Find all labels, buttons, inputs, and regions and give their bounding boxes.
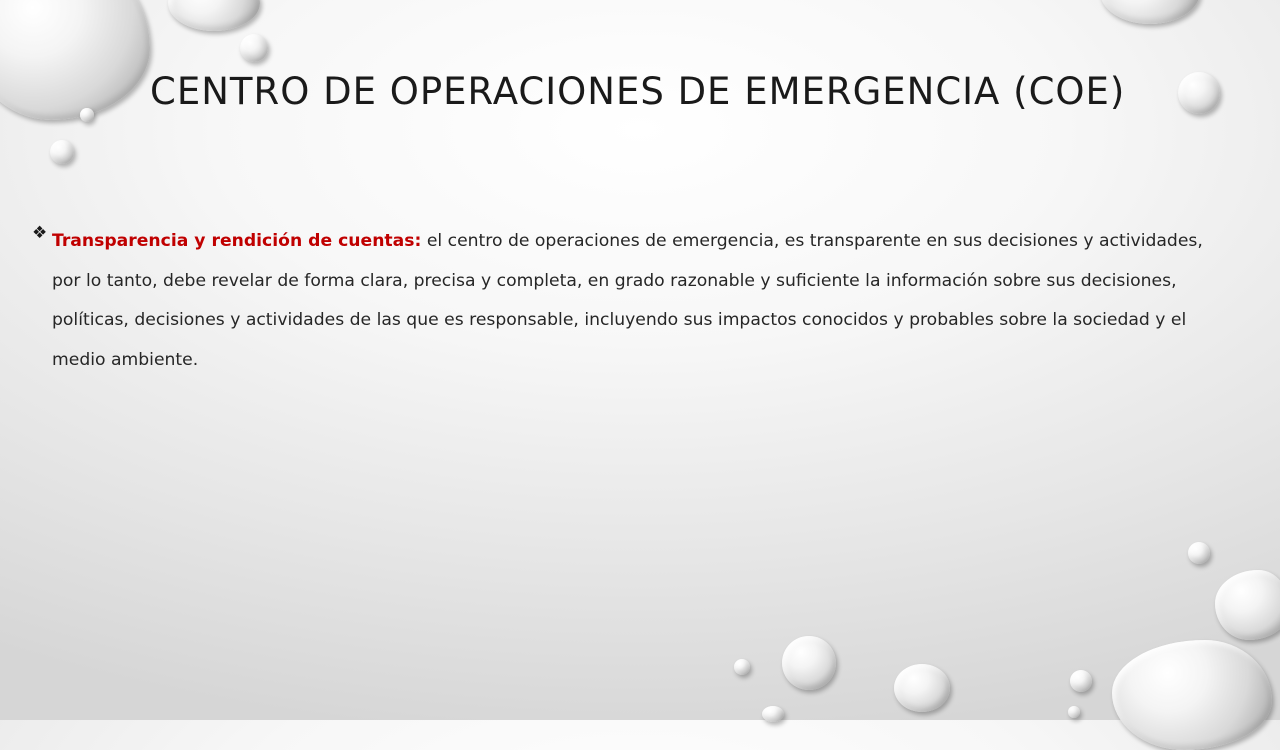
water-drop-decoration: [168, 0, 260, 31]
water-drop-decoration: [1215, 570, 1280, 640]
water-drop-decoration: [734, 659, 750, 675]
water-drop-decoration: [1070, 670, 1092, 692]
water-drop-decoration: [1100, 0, 1200, 24]
water-drop-decoration: [80, 108, 94, 122]
water-drop-decoration: [782, 636, 836, 690]
bullet-item: [32, 222, 1232, 380]
water-drop-decoration: [1068, 706, 1080, 718]
water-drop-decoration: [50, 140, 74, 164]
bullet-body-text: el centro de operaciones de emergencia, es transparente en sus decisiones y actividades, por lo tanto, debe revelar de forma clara, precisa y completa, en grado razonable y suficiente la información sobre sus decisiones, políticas, decisiones y actividades de las que es responsable, incluyendo sus impactos conocidos y probables sobre la sociedad y el medio ambiente.: [52, 231, 1203, 370]
water-drop-decoration: [0, 0, 150, 120]
water-drop-decoration: [240, 34, 268, 62]
water-drop-decoration: [894, 664, 950, 712]
bullet-lead-text: Transparencia y rendición de cuentas:: [52, 231, 422, 251]
diamond-bullet-icon: ❖: [32, 223, 48, 243]
slide-title: CENTRO DE OPERACIONES DE EMERGENCIA (COE): [150, 70, 1126, 113]
water-drop-decoration: [1112, 640, 1272, 750]
water-drop-decoration: [1188, 542, 1210, 564]
bullet-paragraph: [52, 222, 1232, 380]
